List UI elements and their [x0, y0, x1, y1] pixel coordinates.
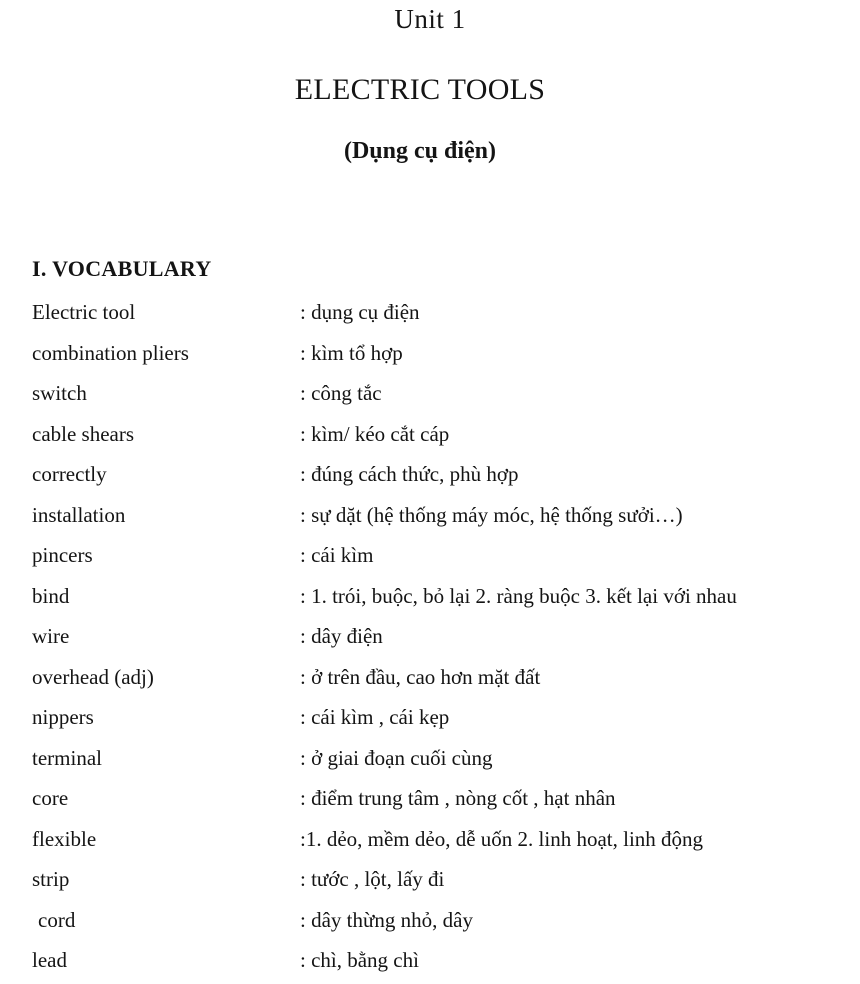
vocab-term: switch [32, 381, 87, 405]
vocab-meaning: : tước , lột, lấy đi [300, 867, 445, 891]
vocab-meaning: : ở giai đoạn cuối cùng [300, 745, 493, 770]
vocab-row [32, 943, 852, 984]
vocab-row [32, 822, 852, 863]
vocab-term: overhead (adj) [32, 664, 154, 689]
vocab-meaning: : ở trên đầu, cao hơn mặt đất [300, 664, 541, 689]
vocab-term: terminal [32, 745, 102, 770]
vocab-meaning: : đúng cách thức, phù hợp [300, 462, 519, 486]
vocab-row [32, 538, 852, 579]
vocab-term: lead [32, 948, 67, 972]
vocab-term: cord [38, 907, 76, 932]
vocab-term: Electric tool [32, 300, 136, 324]
unit-label: Unit 1 [394, 4, 466, 34]
vocab-meaning: : công tắc [300, 381, 382, 405]
vocab-term: nippers [32, 705, 94, 729]
vocab-meaning: : cái kìm [300, 543, 374, 567]
vocab-row [32, 700, 852, 741]
vocab-row [32, 781, 852, 822]
vocab-term: core [32, 786, 69, 810]
vocab-meaning: :1. dẻo, mềm dẻo, dễ uốn 2. linh hoạt, linh động [300, 826, 704, 851]
vocab-term: pincers [32, 543, 93, 567]
vocab-row [32, 376, 852, 417]
vocab-row [32, 498, 852, 539]
section-heading: I. VOCABULARY [32, 256, 212, 281]
vocab-meaning: : cái kìm , cái kẹp [300, 705, 450, 729]
vocab-row [32, 660, 852, 701]
vocab-row [32, 619, 852, 660]
vocab-meaning: : dây thừng nhỏ, dây [300, 907, 473, 932]
vocab-row [32, 579, 852, 620]
vocab-term: cable shears [32, 421, 135, 446]
page-subtitle: (Dụng cụ điện) [343, 138, 497, 164]
vocab-meaning: : kìm/ kéo cắt cáp [300, 421, 450, 446]
vocab-row [32, 417, 852, 458]
vocabulary-list [32, 295, 852, 984]
vocab-row [32, 336, 852, 377]
vocab-meaning: : sự dặt (hệ thống máy móc, hệ thống sưởi…) [300, 502, 683, 527]
vocab-meaning: : dụng cụ điện [300, 300, 420, 324]
vocab-row [32, 903, 852, 944]
vocab-term: installation [32, 502, 126, 527]
vocab-term: strip [32, 867, 70, 891]
vocab-meaning: : điểm trung tâm , nòng cốt , hạt nhân [300, 786, 616, 810]
vocab-term: bind [32, 583, 70, 608]
vocab-row [32, 457, 852, 498]
vocab-row [32, 295, 852, 336]
vocab-meaning: : kìm tổ hợp [300, 340, 403, 365]
vocab-term: correctly [32, 462, 107, 486]
vocab-row [32, 741, 852, 782]
vocab-row [32, 862, 852, 903]
vocab-term: flexible [32, 826, 97, 851]
vocab-meaning: : 1. trói, buộc, bỏ lại 2. ràng buộc 3. kết lại với nhau [300, 583, 737, 608]
vocab-meaning: : chì, bằng chì [300, 948, 419, 972]
page-title: ELECTRIC TOOLS [294, 73, 546, 106]
vocab-term: combination pliers [32, 340, 189, 365]
vocab-term: wire [32, 624, 70, 648]
vocab-meaning: : dây điện [300, 624, 383, 648]
